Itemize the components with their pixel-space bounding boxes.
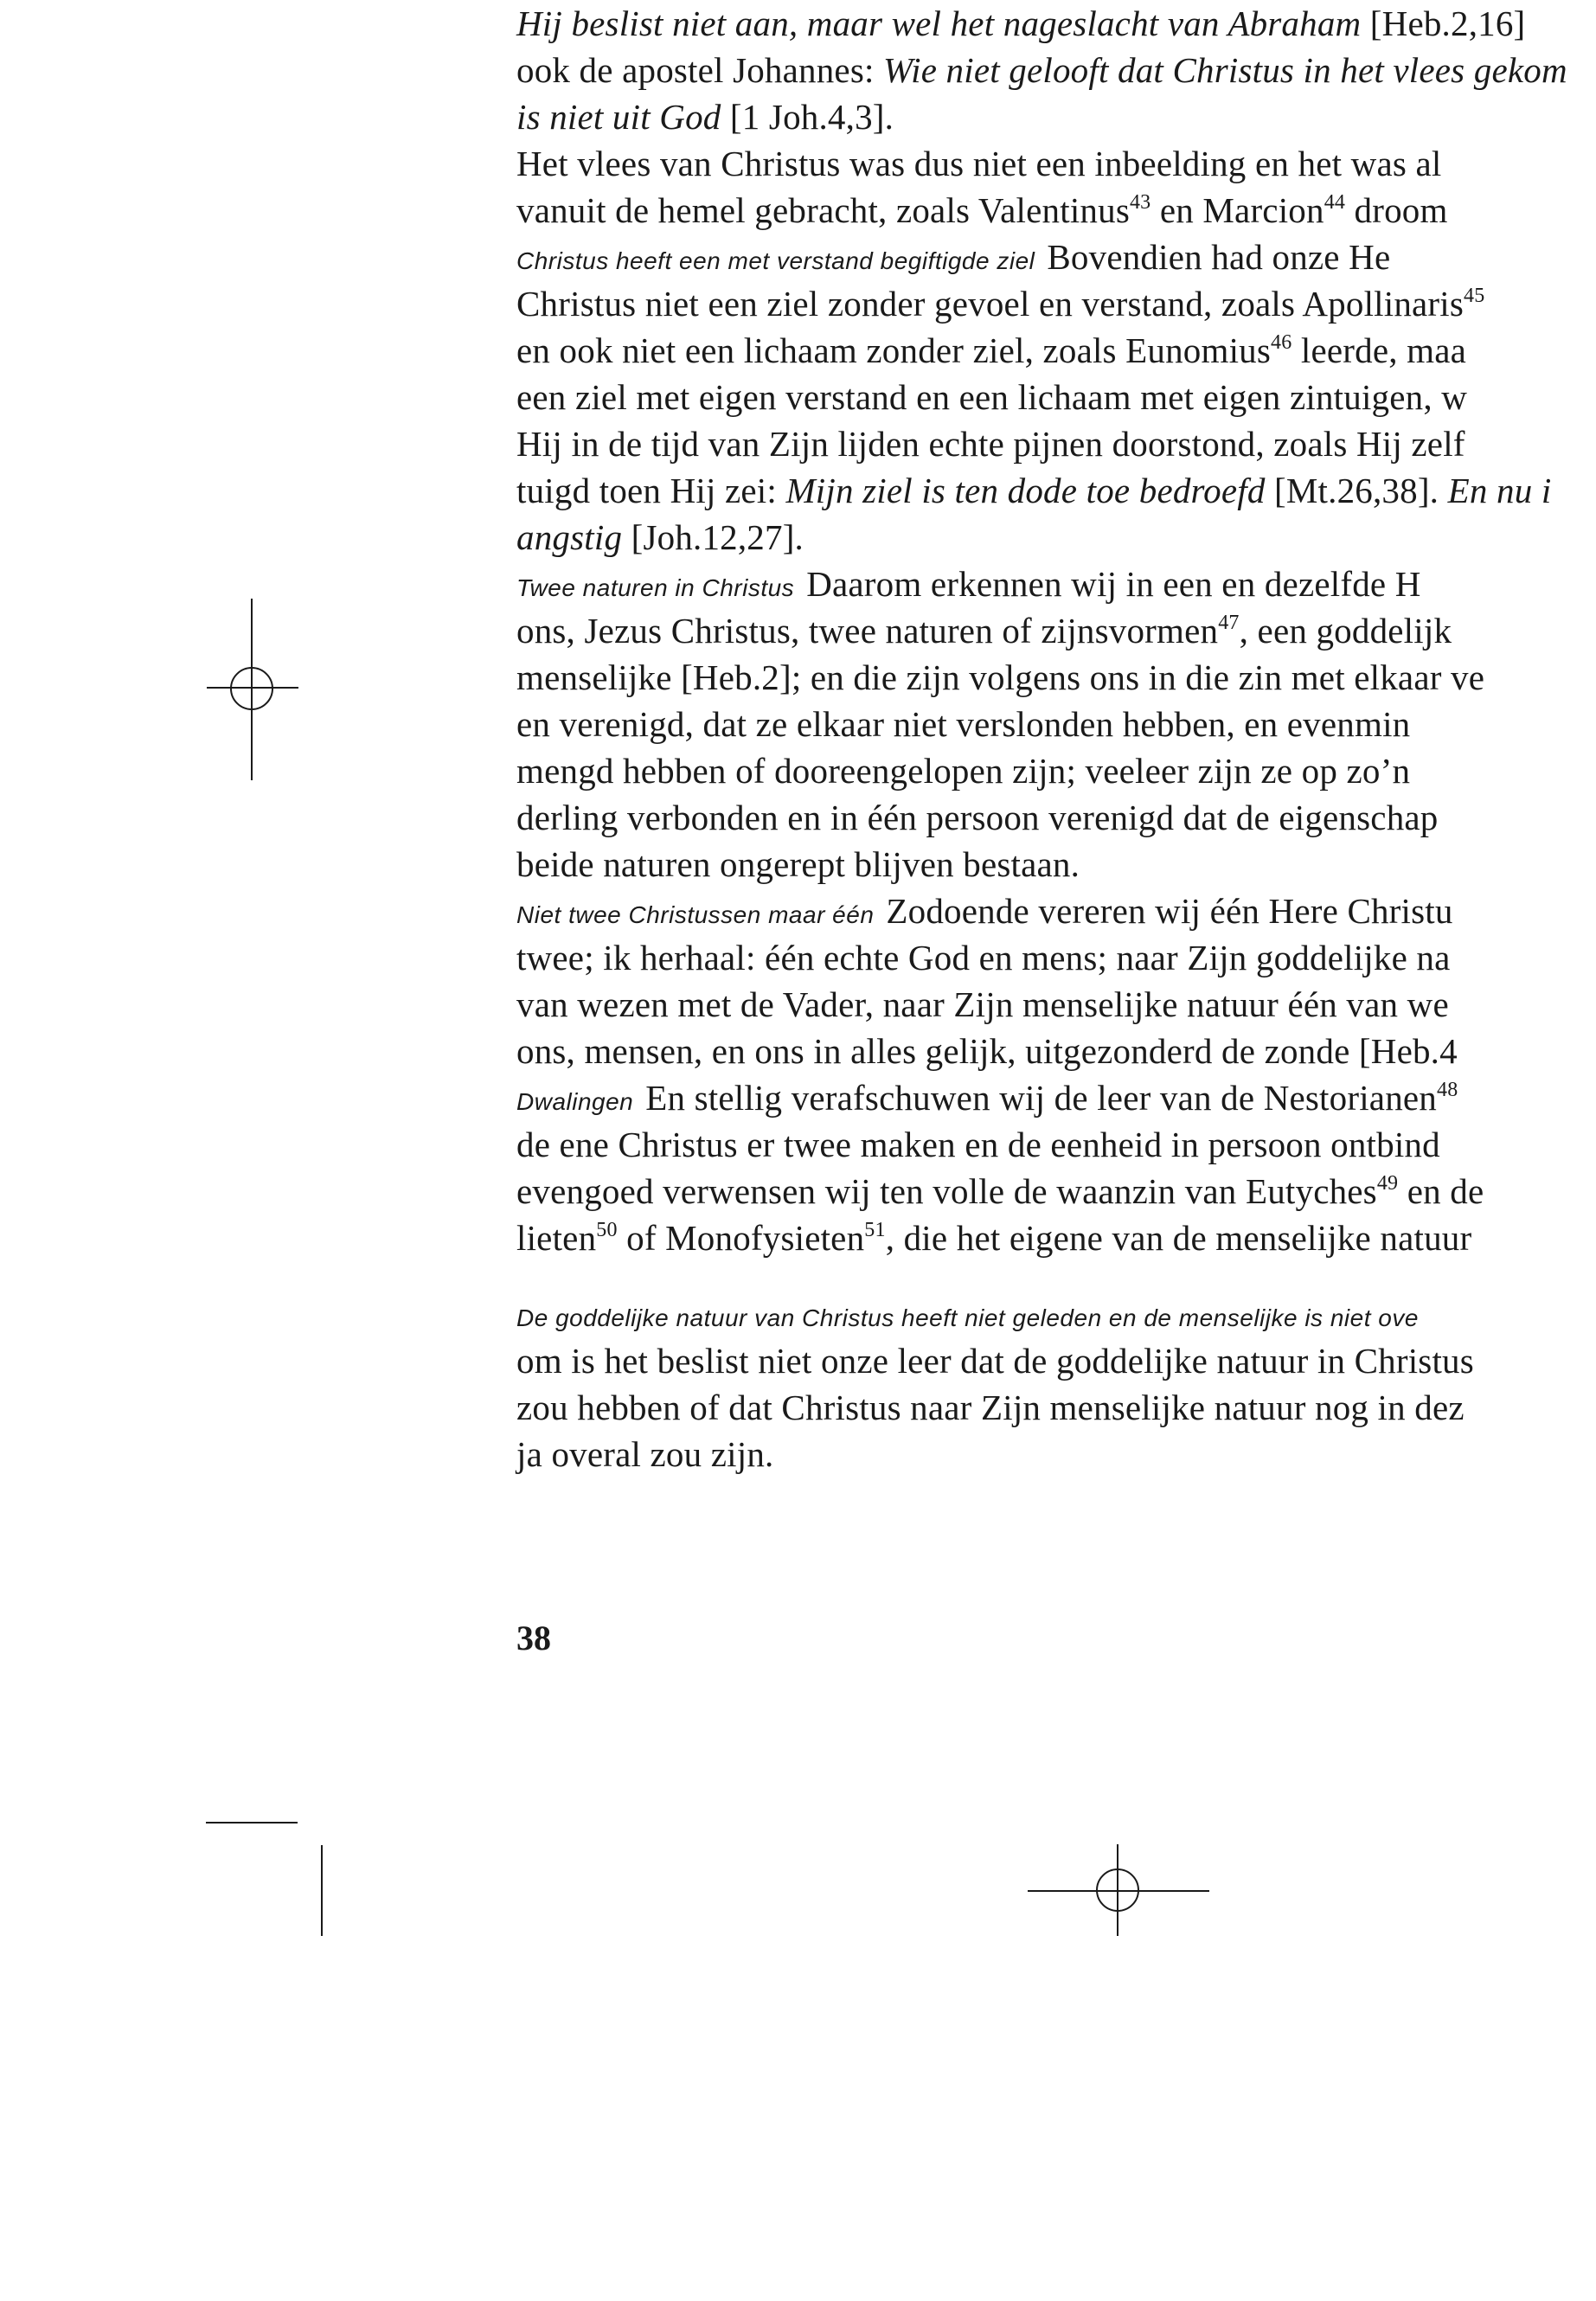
text-segment: [Mt.26,38]. — [1265, 471, 1448, 510]
text-line — [516, 701, 1596, 747]
text-segment: om is het beslist niet onze leer dat de goddelijke natuur in Christus — [516, 1341, 1474, 1381]
text-segment: ook de apostel Johannes: — [516, 50, 884, 90]
text-line — [516, 0, 1596, 47]
italic-text: En nu i — [1447, 471, 1552, 510]
text-segment: de ene Christus er twee maken en de eenheid in persoon ontbind — [516, 1125, 1440, 1164]
text-segment: En stellig verafschuwen wij de leer van de Nestorianen — [645, 1078, 1437, 1118]
text-segment: evengoed verwensen wij ten volle de waanzin van Eutyches — [516, 1171, 1377, 1211]
text-line — [516, 841, 1596, 888]
text-segment: Christus niet een ziel zonder gevoel en verstand, zoals Apollinaris — [516, 284, 1465, 324]
footnote-ref: 51 — [864, 1219, 886, 1241]
text-line — [516, 1074, 1596, 1121]
italic-text: Wie niet gelooft dat Christus in het vlees gekom — [883, 50, 1567, 90]
text-segment: ons, Jezus Christus, twee naturen of zijnsvormen — [516, 611, 1219, 651]
text-line — [516, 280, 1596, 327]
text-segment: en ook niet een lichaam zonder ziel, zoals Eunomius — [516, 330, 1272, 370]
text-segment: derling verbonden en in één persoon verenigd dat de eigenschap — [516, 798, 1439, 837]
text-line — [516, 514, 1596, 561]
text-segment: zou hebben of dat Christus naar Zijn menselijke natuur nog in dez — [516, 1388, 1465, 1427]
text-segment: , die het eigene van de menselijke natuur — [885, 1218, 1472, 1258]
footnote-ref: 50 — [596, 1219, 618, 1241]
text-line — [516, 794, 1596, 841]
footnote-ref: 47 — [1218, 612, 1240, 634]
footnote-ref: 49 — [1376, 1172, 1399, 1195]
text-segment: ons, mensen, en ons in alles gelijk, uitgezonderd de zonde [Heb.4 — [516, 1031, 1458, 1071]
marginal-heading: Christus heeft een met verstand begiftigde ziel — [516, 247, 1035, 274]
text-line — [516, 1215, 1596, 1261]
footnote-ref: 48 — [1437, 1079, 1458, 1101]
text-line — [516, 747, 1596, 794]
text-segment: van wezen met de Vader, naar Zijn menselijke natuur één van we — [516, 984, 1449, 1024]
text-segment: , een goddelijk — [1239, 611, 1452, 651]
text-segment: Zodoende vereren wij één Here Christu — [886, 891, 1453, 931]
italic-text: Mijn ziel is ten dode toe bedroefd — [785, 471, 1266, 510]
text-segment: en de — [1398, 1171, 1484, 1211]
text-line — [516, 187, 1596, 234]
text-segment: tuigd toen Hij zei: — [516, 471, 786, 510]
text-line — [516, 1168, 1596, 1215]
text-line — [516, 607, 1596, 654]
text-line — [516, 234, 1596, 280]
text-segment: een ziel met eigen verstand en een lichaam met eigen zintuigen, w — [516, 377, 1468, 417]
text-line — [516, 327, 1596, 374]
text-segment: leerde, maa — [1292, 330, 1467, 370]
text-segment: Daarom erkennen wij in een en dezelfde H — [806, 564, 1421, 604]
text-line — [516, 374, 1596, 420]
text-segment: Hij in de tijd van Zijn lijden echte pijnen doorstond, zoals Hij zelf — [516, 424, 1465, 464]
marginal-heading: Niet twee Christussen maar één — [516, 901, 875, 928]
text-segment: Bovendien had onze He — [1047, 237, 1391, 277]
text-line — [516, 1337, 1596, 1384]
footnote-ref: 44 — [1324, 191, 1346, 214]
text-line — [516, 93, 1596, 140]
text-segment: twee; ik herhaal: één echte God en mens; naar Zijn goddelijke na — [516, 938, 1451, 977]
text-line — [516, 1431, 1596, 1477]
marginal-heading: Twee naturen in Christus — [516, 574, 795, 601]
text-line — [516, 888, 1596, 934]
body-text — [516, 0, 1596, 1477]
text-line — [516, 47, 1596, 93]
text-segment: vanuit de hemel gebracht, zoals Valentinus — [516, 190, 1130, 230]
italic-text: angstig — [516, 517, 623, 557]
text-line — [516, 1384, 1596, 1431]
text-segment: [1 Joh.4,3]. — [721, 97, 894, 137]
paragraph-gap — [516, 1261, 1596, 1291]
text-line — [516, 981, 1596, 1028]
text-segment: en Marcion — [1151, 190, 1324, 230]
footnote-ref: 45 — [1464, 285, 1485, 307]
text-segment: mengd hebben of dooreengelopen zijn; veeleer zijn ze op zo’n — [516, 751, 1411, 791]
text-segment: of Monofysieten — [617, 1218, 865, 1258]
text-line — [516, 420, 1596, 467]
text-line — [516, 1028, 1596, 1074]
text-segment: lieten — [516, 1218, 597, 1258]
text-line — [516, 1291, 1596, 1337]
text-line — [516, 561, 1596, 607]
page-number: 38 — [516, 1618, 551, 1657]
text-line — [516, 934, 1596, 981]
text-segment: en verenigd, dat ze elkaar niet verslonden hebben, en evenmin — [516, 704, 1411, 744]
marginal-heading: Dwalingen — [516, 1088, 634, 1115]
italic-text: Hij beslist niet aan, maar wel het nageslacht van Abraham — [516, 3, 1362, 43]
footnote-ref: 46 — [1271, 331, 1292, 354]
text-segment: menselijke [Heb.2]; en die zijn volgens ons in die zin met elkaar ve — [516, 657, 1485, 697]
text-segment: beide naturen ongerept blijven bestaan. — [516, 844, 1080, 884]
text-segment: droom — [1345, 190, 1448, 230]
text-segment: [Joh.12,27]. — [622, 517, 804, 557]
italic-text: is niet uit God — [516, 97, 721, 137]
text-line — [516, 140, 1596, 187]
text-segment: ja overal zou zijn. — [516, 1434, 774, 1474]
text-line — [516, 467, 1596, 514]
text-line — [516, 1121, 1596, 1168]
footnote-ref: 43 — [1129, 191, 1151, 214]
text-segment: Het vlees van Christus was dus niet een inbeelding en het was al — [516, 144, 1442, 183]
marginal-heading: De goddelijke natuur van Christus heeft niet geleden en de menselijke is niet ove — [516, 1304, 1419, 1331]
text-segment: [Heb.2,16] — [1361, 3, 1526, 43]
text-line — [516, 654, 1596, 701]
